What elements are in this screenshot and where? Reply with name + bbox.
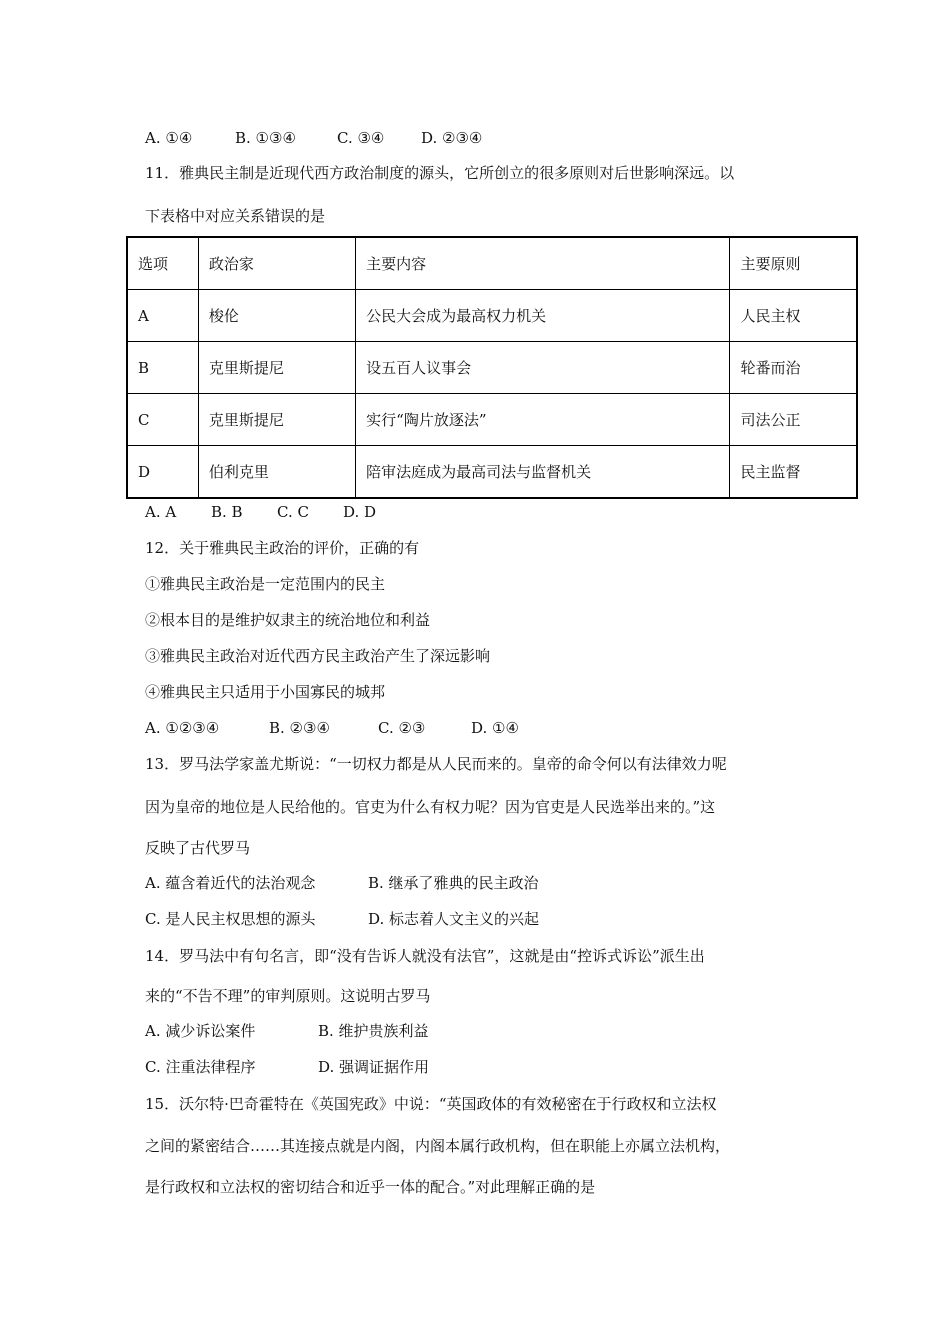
table-cell: 克里斯提尼 [198,394,355,446]
table-cell: 公民大会成为最高权力机关 [356,290,730,342]
q14-options-row1 [145,1021,429,1041]
q13-option-b: B. 继承了雅典的民主政治 [368,874,539,892]
q12-item-2: ②根本目的是维护奴隶主的统治地位和利益 [145,611,431,629]
table-cell: D [127,446,198,499]
q14-stem-line1: 14．罗马法中有句名言，即“没有告诉人就没有法官”，这就是由“控诉式诉讼”派生出 [145,947,705,965]
q12-item-1: ①雅典民主政治是一定范围内的民主 [145,575,386,593]
table-cell: 轮番而治 [730,342,857,394]
q13-stem-line3: 反映了古代罗马 [145,839,251,857]
q13-options-row1 [145,873,539,893]
table-cell: 伯利克里 [198,446,355,499]
q12-option-b: B. ②③④ [269,719,330,737]
q11-option-c: C. C [277,503,309,521]
q13-option-a: A. 蕴含着近代的法治观念 [145,874,316,892]
q11-stem-line1: 11．雅典民主制是近现代西方政治制度的源头，它所创立的很多原则对后世影响深远。以 [145,164,735,182]
q14-option-d: D. 强调证据作用 [318,1058,430,1076]
table-row [127,446,857,499]
table-cell: 人民主权 [730,290,857,342]
table-cell: 设五百人议事会 [356,342,730,394]
q13-stem-line2: 因为皇帝的地位是人民给他的。官吏为什么有权力呢？因为官吏是人民选举出来的。”这 [145,798,716,816]
q13-stem-line1: 13．罗马法学家盖尤斯说：“一切权力都是从人民而来的。皇帝的命令何以有法律效力呢 [145,755,727,773]
q11-option-d: D. D [343,503,377,521]
q14-option-c: C. 注重法律程序 [145,1058,256,1076]
table-cell: 梭伦 [198,290,355,342]
table-cell: C [127,394,198,446]
table-row [127,290,857,342]
q15-stem-line1: 15．沃尔特·巴奇霍特在《英国宪政》中说：“英国政体的有效秘密在于行政权和立法权 [145,1095,717,1113]
q12-option-c: C. ②③ [378,719,426,737]
q11-table [126,236,858,499]
q11-option-b: B. B [211,503,243,521]
table-header-cell: 政治家 [198,237,355,290]
q10-option-d: D. ②③④ [421,129,483,147]
q12-stem: 12．关于雅典民主政治的评价，正确的有 [145,539,420,557]
q12-item-3: ③雅典民主政治对近代西方民主政治产生了深远影响 [145,647,491,665]
table-row [127,342,857,394]
q13-option-c: C. 是人民主权思想的源头 [145,910,316,928]
q14-options-row2 [145,1057,429,1077]
table-cell: A [127,290,198,342]
q15-stem-line2: 之间的紧密结合……其连接点就是内阁，内阁本属行政机构，但在职能上亦属立法机构， [145,1137,731,1155]
q12-item-4: ④雅典民主只适用于小国寡民的城邦 [145,683,386,701]
q10-option-b: B. ①③④ [235,129,296,147]
q12-option-a: A. ①②③④ [145,719,220,737]
table-cell: B [127,342,198,394]
table-cell: 司法公正 [730,394,857,446]
q10-option-c: C. ③④ [337,129,385,147]
table-header-cell: 主要内容 [356,237,730,290]
q12-options [145,718,519,738]
q11-options [145,502,376,522]
table-cell: 实行“陶片放逐法” [356,394,730,446]
q14-option-b: B. 维护贵族利益 [318,1022,429,1040]
table-cell: 陪审法庭成为最高司法与监督机关 [356,446,730,499]
q10-options [145,128,482,148]
q14-stem-line2: 来的“不告不理”的审判原则。这说明古罗马 [145,987,431,1005]
q12-option-d: D. ①④ [471,719,519,737]
table-cell: 克里斯提尼 [198,342,355,394]
table-header-cell: 主要原则 [730,237,857,290]
table-header-row [127,237,857,290]
table-cell: 民主监督 [730,446,857,499]
q11-option-a: A. A [145,503,177,521]
q13-option-d: D. 标志着人文主义的兴起 [368,910,540,928]
q15-stem-line3: 是行政权和立法权的密切结合和近乎一体的配合。”对此理解正确的是 [145,1178,596,1196]
table-header-cell: 选项 [127,237,198,290]
q10-option-a: A. ①④ [145,129,193,147]
q14-option-a: A. 减少诉讼案件 [145,1022,256,1040]
table-row [127,394,857,446]
q13-options-row2 [145,909,539,929]
q11-stem-line2: 下表格中对应关系错误的是 [145,207,326,225]
